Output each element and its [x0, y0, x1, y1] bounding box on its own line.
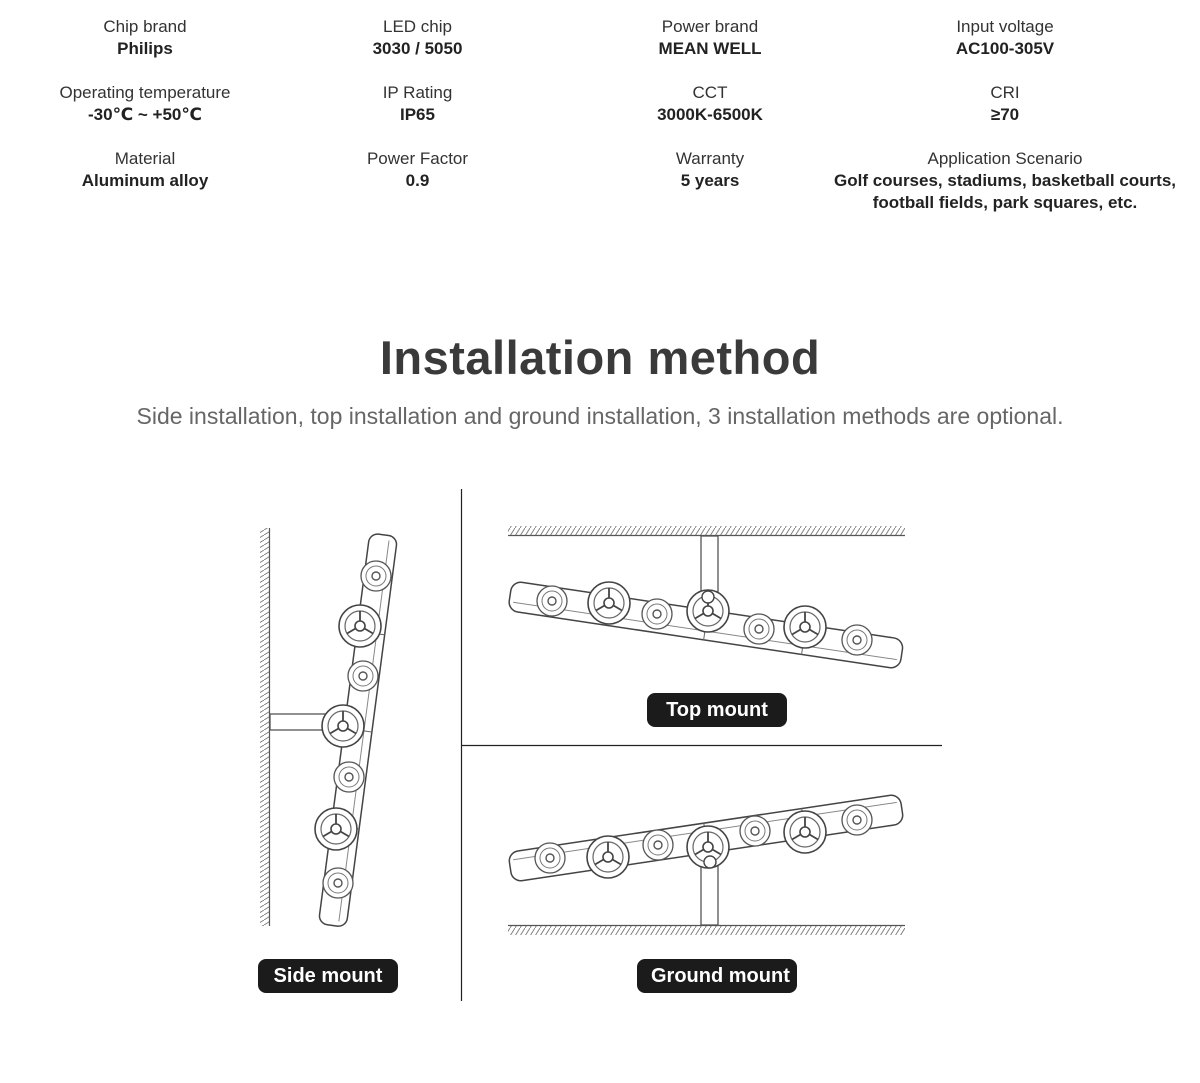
section-title: Installation method [379, 331, 821, 384]
section-subtitle: Side installation, top installation and ground installation, 3 installation methods are optional. [136, 403, 1064, 429]
side-mount-label: Side mount [258, 959, 398, 993]
top-mount-label: Top mount [647, 693, 787, 727]
spec-label: IP Rating [382, 83, 453, 102]
spec-value: -30℃ ~ +50℃ [88, 105, 202, 124]
spec-label: Operating temperature [59, 83, 231, 102]
spec-label: CRI [990, 83, 1020, 102]
spec-label: CCT [692, 83, 728, 102]
spec-value: IP65 [400, 105, 435, 124]
spec-value: 5 years [680, 171, 740, 190]
spec-label: Input voltage [956, 17, 1054, 36]
spec-label: Application Scenario [927, 149, 1083, 168]
spec-value: ≥70 [990, 105, 1020, 124]
spec-value: Philips [117, 39, 173, 58]
spec-label: Power brand [661, 17, 759, 36]
ground-mount-label: Ground mount [637, 959, 797, 993]
spec-value: MEAN WELL [658, 39, 762, 58]
spec-value: AC100-305V [955, 39, 1055, 58]
ground-mount-illustration [508, 794, 905, 935]
top-mount-illustration [508, 526, 905, 669]
spec-label: LED chip [383, 17, 452, 36]
spec-value: 0.9 [405, 171, 430, 190]
spec-label: Warranty [675, 149, 745, 168]
spec-value-continued: football fields, park squares, etc. [872, 193, 1138, 212]
spec-label: Power Factor [366, 149, 469, 168]
spec-label: Material [114, 149, 176, 168]
spec-value: 3030 / 5050 [372, 39, 463, 58]
spec-value: 3000K-6500K [657, 105, 763, 124]
side-mount-illustration [260, 528, 398, 927]
spec-value: Golf courses, stadiums, basketball courts, [834, 171, 1176, 190]
spec-value: Aluminum alloy [81, 171, 209, 190]
spec-label: Chip brand [103, 17, 187, 36]
